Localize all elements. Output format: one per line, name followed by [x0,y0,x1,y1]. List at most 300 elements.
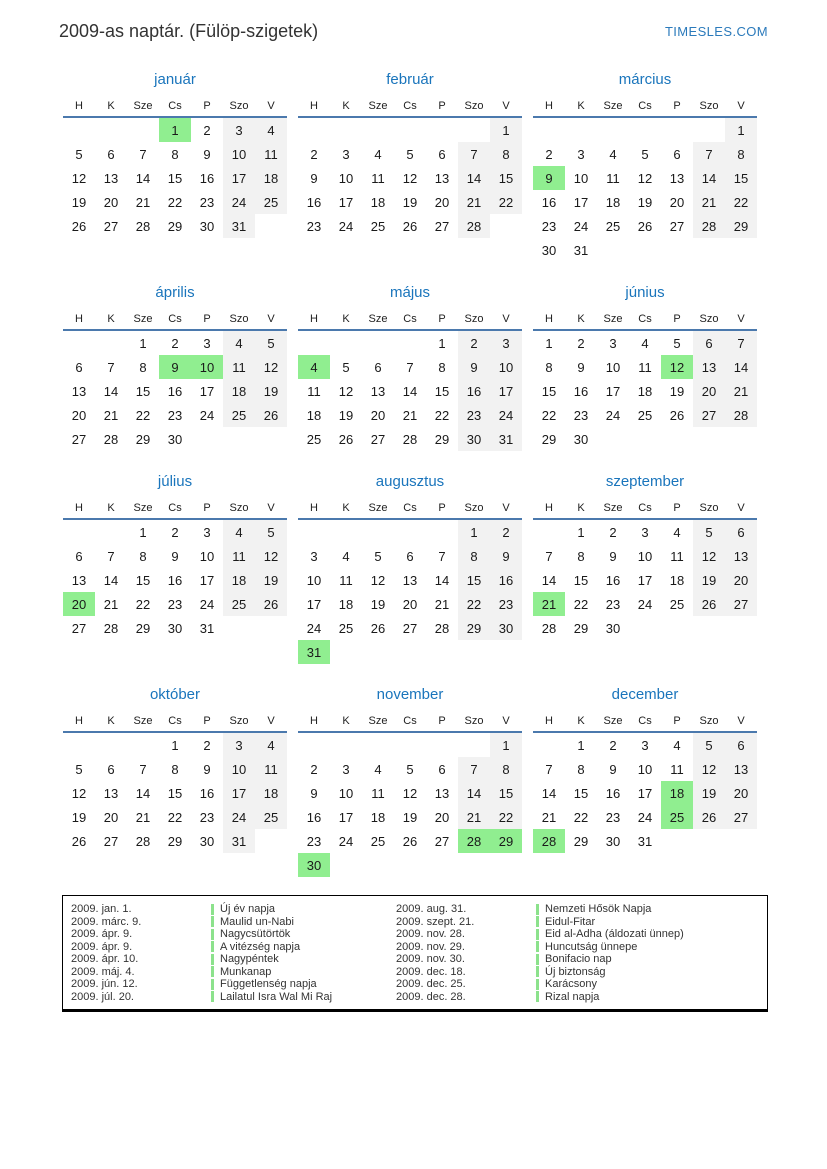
weekday-header: V [502,502,510,514]
day-cell: 4 [255,732,287,757]
day-cell: 6 [725,732,757,757]
day-cell [63,732,95,757]
day-cell: 7 [458,142,490,166]
day-cell: 20 [434,194,450,210]
legend-entry [396,903,767,916]
day-cell [394,853,426,877]
day-cell: 23 [199,194,215,210]
weekday-header: Sze [368,100,388,112]
day-cell: 21 [725,379,757,403]
day-cell: 25 [669,596,685,612]
day-cell: 3 [203,335,211,351]
day-cell: 12 [693,757,725,781]
day-cell: 5 [641,146,649,162]
day-cell [362,853,394,877]
legend-entry [71,953,396,966]
site-link[interactable]: TIMESLES.COM [664,24,768,39]
legend-entry [396,916,767,929]
weekday-header: H [310,502,318,514]
day-cell: 18 [338,596,354,612]
day-cell: 25 [370,218,386,234]
day-cell: 17 [490,379,522,403]
legend-holiday-name: Rizal napja [545,990,600,1003]
day-cell [725,238,757,262]
day-cell: 26 [338,431,354,447]
month-title: december [611,686,679,703]
day-cell: 24 [637,809,653,825]
day-cell: 25 [223,403,255,427]
weekday-header: P [438,100,446,112]
day-cell [394,117,426,142]
weekday-header: V [737,715,745,727]
page-title: 2009-as naptár. (Fülöp-szigetek) [59,21,319,41]
day-cell: 6 [374,359,382,375]
day-cell: 26 [370,620,386,636]
day-cell: 5 [406,761,414,777]
day-cell: 24 [199,596,215,612]
day-cell: 11 [670,548,684,564]
day-cell: 5 [374,548,382,564]
day-cell: 4 [609,146,617,162]
day-cell: 23 [490,592,522,616]
month-grid [63,309,287,451]
day-cell: 10 [223,142,255,166]
weekday-header: Cs [638,502,652,514]
day-cell: 16 [605,785,621,801]
day-cell [127,732,159,757]
day-cell: 12 [661,355,693,379]
day-cell: 21 [103,407,119,423]
day-cell: 3 [310,548,318,564]
day-cell: 19 [669,383,685,399]
weekday-header: Cs [403,100,417,112]
day-cell: 29 [167,833,183,849]
day-cell: 29 [434,431,450,447]
day-cell: 11 [371,785,385,801]
day-cell: 16 [490,568,522,592]
day-cell: 5 [693,519,725,544]
day-cell: 10 [637,548,653,564]
legend-date: 2009. nov. 30. [396,953,465,966]
legend-entry [71,991,396,1004]
weekday-header: Szo [229,313,249,325]
day-cell: 22 [167,809,183,825]
day-cell: 21 [693,190,725,214]
day-cell: 9 [203,761,211,777]
day-cell [255,616,287,640]
legend-column-right [396,903,767,1003]
day-cell: 18 [370,194,386,210]
day-cell: 9 [171,548,179,564]
weekday-header: H [75,715,83,727]
weekday-header: Szo [229,502,249,514]
weekday-header: Sze [368,715,388,727]
holiday-marker-icon [211,904,214,915]
day-cell: 1 [139,335,147,351]
day-cell [661,117,693,142]
day-cell [330,853,362,877]
day-cell: 24 [338,833,354,849]
weekday-header: H [545,715,553,727]
day-cell [63,519,95,544]
day-cell: 1 [545,335,553,351]
day-cell: 31 [223,829,255,853]
day-cell: 16 [167,572,183,588]
day-cell: 10 [338,785,354,801]
day-cell: 26 [693,592,725,616]
holiday-marker-icon [536,979,539,990]
month-grid [63,711,287,853]
legend-holiday-name: Nagypéntek [220,953,279,966]
day-cell: 29 [573,833,589,849]
day-cell: 27 [434,833,450,849]
day-cell [394,640,426,664]
month-block [297,472,523,664]
day-cell [362,519,394,544]
weekday-header: P [438,715,446,727]
day-cell: 18 [370,809,386,825]
day-cell: 2 [490,519,522,544]
day-cell: 7 [107,359,115,375]
weekday-header: H [310,715,318,727]
day-cell: 12 [338,383,354,399]
day-cell: 15 [490,781,522,805]
day-cell: 22 [573,809,589,825]
weekday-header: K [107,502,115,514]
day-cell: 24 [573,218,589,234]
weekday-header: K [342,715,350,727]
legend-date: 2009. ápr. 10. [71,953,139,966]
day-cell: 2 [310,761,318,777]
weekday-header: K [577,100,585,112]
day-cell: 14 [135,170,151,186]
day-cell [95,330,127,355]
day-cell: 13 [434,785,450,801]
day-cell: 24 [637,596,653,612]
day-cell: 10 [191,355,223,379]
day-cell: 23 [573,407,589,423]
day-cell: 23 [458,403,490,427]
weekday-header: Sze [133,100,153,112]
day-cell: 28 [135,218,151,234]
day-cell: 30 [199,218,215,234]
month-block [62,70,288,238]
day-cell: 17 [199,572,215,588]
day-cell [298,330,330,355]
month-block [532,70,758,262]
day-cell: 6 [438,761,446,777]
day-cell: 23 [306,833,322,849]
day-cell: 22 [490,805,522,829]
month-block [297,283,523,451]
month-title: szeptember [605,473,685,490]
day-cell: 25 [223,592,255,616]
weekday-header: Cs [168,715,182,727]
day-cell: 25 [370,833,386,849]
legend-entry [71,978,396,991]
day-cell: 21 [458,805,490,829]
month-grid [533,498,757,640]
day-cell: 19 [71,809,87,825]
day-cell: 9 [159,355,191,379]
day-cell: 11 [223,355,255,379]
day-cell: 2 [203,737,211,753]
weekday-header: Cs [168,313,182,325]
day-cell: 19 [71,194,87,210]
day-cell: 23 [306,218,322,234]
day-cell: 14 [434,572,450,588]
day-cell: 10 [223,757,255,781]
day-cell: 28 [541,620,557,636]
day-cell [95,519,127,544]
day-cell: 2 [545,146,553,162]
day-cell: 2 [310,146,318,162]
day-cell: 17 [637,785,653,801]
holiday-marker-icon [536,991,539,1002]
day-cell: 8 [577,548,585,564]
weekday-header: Sze [133,313,153,325]
day-cell: 31 [223,214,255,238]
holiday-marker-icon [536,966,539,977]
day-cell: 22 [490,190,522,214]
legend-date: 2009. júl. 20. [71,990,134,1003]
day-cell [661,238,693,262]
day-cell: 23 [199,809,215,825]
weekday-header: V [267,313,275,325]
weekday-header: Cs [638,313,652,325]
day-cell: 15 [167,785,183,801]
day-cell: 27 [370,431,386,447]
day-cell: 13 [370,383,386,399]
day-cell [661,427,693,451]
day-cell [298,732,330,757]
day-cell: 29 [490,829,522,853]
day-cell: 15 [725,166,757,190]
weekday-header: K [577,313,585,325]
legend-entry [396,953,767,966]
day-cell: 14 [541,572,557,588]
day-cell [426,519,458,544]
day-cell: 4 [673,524,681,540]
day-cell: 2 [203,122,211,138]
day-cell: 15 [434,383,450,399]
day-cell: 26 [637,218,653,234]
day-cell: 29 [458,616,490,640]
day-cell: 2 [171,335,179,351]
day-cell: 20 [63,592,95,616]
weekday-header: Cs [168,100,182,112]
day-cell: 12 [71,170,87,186]
day-cell: 24 [490,403,522,427]
day-cell: 14 [458,781,490,805]
day-cell: 27 [725,592,757,616]
day-cell: 19 [402,809,418,825]
weekday-header: V [267,502,275,514]
day-cell [394,519,426,544]
day-cell: 7 [139,761,147,777]
day-cell: 24 [223,190,255,214]
day-cell: 18 [661,781,693,805]
month-grid [298,309,522,451]
day-cell [95,117,127,142]
day-cell [661,616,693,640]
day-cell: 13 [71,383,87,399]
day-cell [330,330,362,355]
day-cell [693,117,725,142]
day-cell: 11 [339,572,353,588]
day-cell: 19 [255,379,287,403]
weekday-header: Sze [368,502,388,514]
day-cell: 26 [71,218,87,234]
weekday-header: H [75,100,83,112]
day-cell: 15 [135,383,151,399]
legend-holiday-name: Eid al-Adha (áldozati ünnep) [545,928,684,941]
day-cell: 27 [434,218,450,234]
day-cell: 21 [103,596,119,612]
day-cell: 22 [135,407,151,423]
day-cell [330,519,362,544]
day-cell [490,640,522,664]
day-cell: 6 [406,548,414,564]
day-cell: 25 [306,431,322,447]
day-cell: 12 [693,544,725,568]
day-cell: 9 [310,170,318,186]
month-grid [533,309,757,451]
day-cell: 3 [203,524,211,540]
day-cell: 19 [402,194,418,210]
day-cell [330,640,362,664]
day-cell: 24 [338,218,354,234]
month-block [62,472,288,640]
day-cell: 11 [670,761,684,777]
legend-holiday-name: Karácsony [545,978,597,991]
month-title: március [618,71,672,88]
day-cell: 29 [135,431,151,447]
day-cell: 16 [573,383,589,399]
day-cell: 8 [577,761,585,777]
legend-entry [396,928,767,941]
weekday-header: H [75,502,83,514]
day-cell: 23 [167,596,183,612]
day-cell: 10 [306,572,322,588]
day-cell: 30 [605,620,621,636]
holiday-marker-icon [536,929,539,940]
day-cell: 14 [541,785,557,801]
day-cell [629,238,661,262]
day-cell: 6 [75,359,83,375]
day-cell: 7 [406,359,414,375]
day-cell: 12 [255,355,287,379]
month-grid [298,96,522,238]
day-cell: 27 [103,218,119,234]
day-cell: 8 [725,142,757,166]
day-cell: 6 [693,330,725,355]
day-cell: 25 [255,805,287,829]
day-cell: 26 [402,218,418,234]
weekday-header: H [545,100,553,112]
month-block [297,70,523,238]
day-cell [255,427,287,451]
day-cell: 4 [298,355,330,379]
day-cell: 18 [223,379,255,403]
day-cell: 15 [167,170,183,186]
day-cell [394,732,426,757]
day-cell: 25 [338,620,354,636]
day-cell [597,117,629,142]
day-cell: 28 [402,431,418,447]
day-cell: 10 [605,359,621,375]
legend-date: 2009. márc. 9. [71,915,142,928]
day-cell: 5 [255,519,287,544]
legend-column-left [71,903,396,1003]
day-cell: 3 [490,330,522,355]
weekday-header: Szo [699,502,719,514]
month-block [297,685,523,877]
day-cell: 16 [458,379,490,403]
day-cell: 30 [458,427,490,451]
day-cell: 22 [541,407,557,423]
day-cell: 30 [298,853,330,877]
weekday-header: P [203,502,211,514]
day-cell: 5 [75,146,83,162]
day-cell: 7 [545,548,553,564]
day-cell [362,117,394,142]
day-cell: 7 [725,330,757,355]
day-cell: 8 [490,757,522,781]
weekday-header: V [267,100,275,112]
weekday-header: Szo [464,502,484,514]
day-cell: 11 [223,544,255,568]
day-cell: 10 [573,170,589,186]
day-cell: 20 [402,596,418,612]
day-cell: 1 [159,117,191,142]
day-cell: 13 [669,170,685,186]
day-cell: 20 [693,379,725,403]
holiday-marker-icon [536,941,539,952]
day-cell: 26 [255,592,287,616]
day-cell: 25 [637,407,653,423]
day-cell: 10 [490,355,522,379]
month-block [532,472,758,640]
day-cell: 21 [541,809,557,825]
day-cell: 30 [199,833,215,849]
day-cell [693,427,725,451]
day-cell: 4 [255,117,287,142]
day-cell: 26 [255,403,287,427]
day-cell: 14 [103,572,119,588]
weekday-header: P [673,313,681,325]
month-title: február [386,71,434,88]
legend-entry [71,928,396,941]
weekday-header: Sze [133,502,153,514]
day-cell: 18 [669,572,685,588]
day-cell: 19 [255,568,287,592]
day-cell: 20 [725,781,757,805]
weekday-header: K [107,715,115,727]
day-cell: 8 [545,359,553,375]
day-cell: 6 [107,146,115,162]
day-cell: 19 [338,407,354,423]
day-cell: 1 [577,524,585,540]
months-grid [62,70,767,877]
weekday-header: K [577,502,585,514]
legend-entry [396,941,767,954]
day-cell: 12 [71,785,87,801]
day-cell [597,238,629,262]
day-cell: 8 [458,544,490,568]
day-cell: 28 [533,829,565,853]
day-cell [490,853,522,877]
